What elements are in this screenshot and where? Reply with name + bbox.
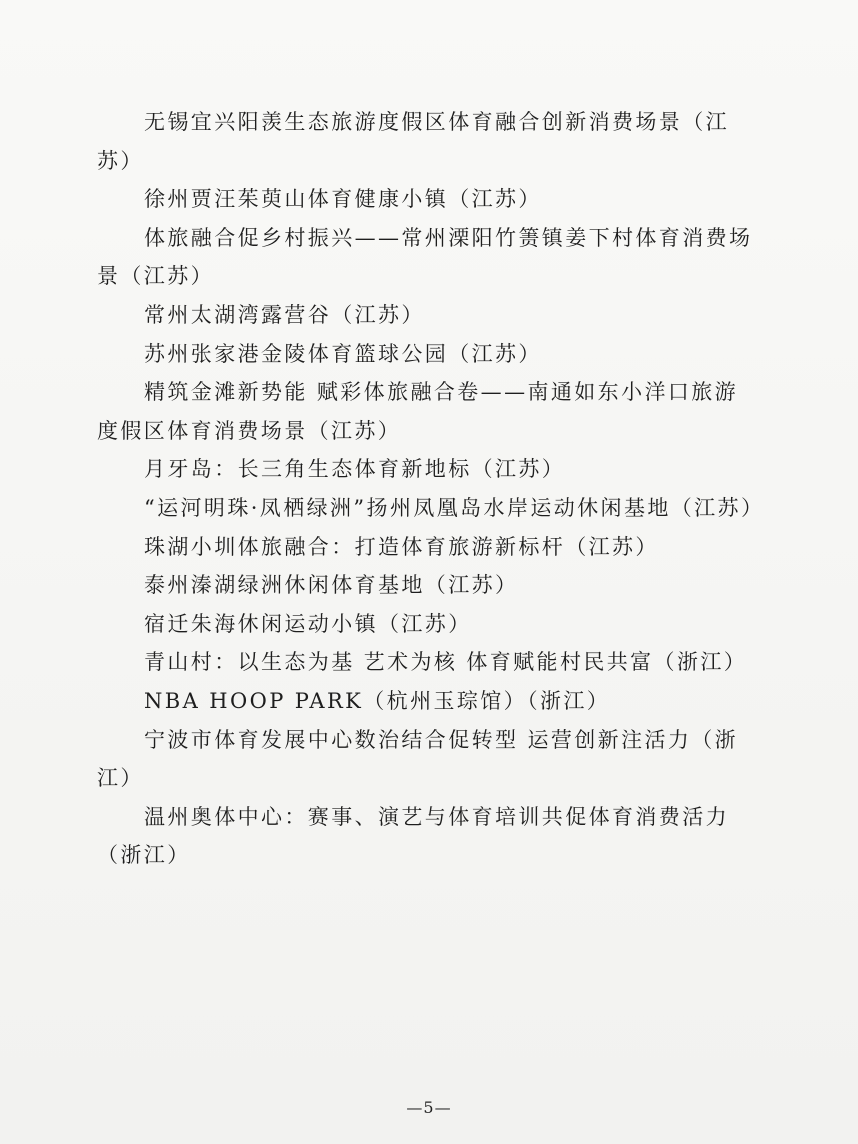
list-item: 苏州张家港金陵体育篮球公园（江苏） [144,341,542,366]
list-item: 月牙岛：长三角生态体育新地标（江苏） [144,457,566,482]
list-item: 体旅融合促乡村振兴——常州溧阳竹箦镇姜下村体育消费场景（江苏） [97,225,753,289]
list-item: “运河明珠·凤栖绿洲”扬州凤凰岛水岸运动休闲基地（江苏） [144,495,765,520]
list-item: 宿迁朱海休闲运动小镇（江苏） [144,611,472,636]
list-item: 珠湖小圳体旅融合：打造体育旅游新标杆（江苏） [144,534,659,559]
list-item: NBA HOOP PARK（杭州玉琮馆）（浙江） [144,688,611,713]
document-body [97,103,765,875]
list-item: 宁波市体育发展中心数治结合促转型 运营创新注活力（浙江） [97,727,739,791]
page-number: —5— [406,1098,452,1117]
list-item: 温州奥体中心：赛事、演艺与体育培训共促体育消费活力（浙江） [97,804,729,868]
list-item: 常州太湖湾露营谷（江苏） [144,302,425,327]
list-item: 泰州溱湖绿洲休闲体育基地（江苏） [144,573,519,598]
list-item: 无锡宜兴阳羡生态旅游度假区体育融合创新消费场景（江苏） [97,110,729,173]
list-item: 青山村：以生态为基 艺术为核 体育赋能村民共富（浙江） [144,650,748,675]
list-item: 徐州贾汪茱萸山体育健康小镇（江苏） [144,187,542,212]
list-item: 精筑金滩新势能 赋彩体旅融合卷——南通如东小洋口旅游度假区体育消费场景（江苏） [97,380,739,443]
